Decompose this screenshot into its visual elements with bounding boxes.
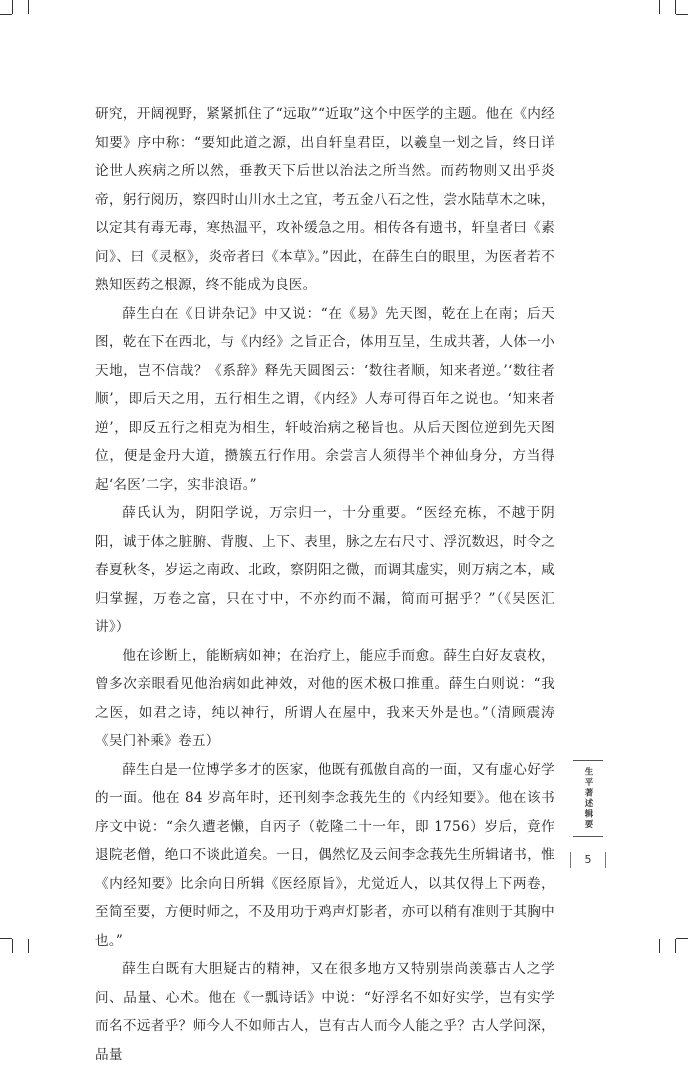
body-text xyxy=(95,100,555,1069)
chapter-side-tab-label: 生平著述辑要 xyxy=(583,767,593,830)
paragraph-4: 他在诊断上，能断病如神；在治疗上，能应手而愈。薛生白好友袁枚，曾多次亲眼看见他治病如此神效，对他的医术极口推重。薛生白则说：“我之医，如君之诗，纯以神行，所谓人在屋中，我来天外是也。”（清顾震涛《吴门补乘》卷五） xyxy=(95,647,555,749)
page-number-block xyxy=(570,852,606,868)
paragraph-2: 薛生白在《日讲杂记》中又说：“在《易》先天图，乾在上在南；后天图，乾在下在西北，与《内经》之旨正合，体用互呈，生成共著，人体一小天地，岂不信哉？《系辞》释先天圆图云：‘数往者顺，知来者逆。’‘数往者顺’，即后天之用，五行相生之谓，《内经》人寿可得百年之说也。‘知来者逆’，即反五行之相克为相生，轩岐治病之秘旨也。从后天图位逆到先天图位，便是金丹大道，攒簇五行作用。余尝言人须得半个神仙身分，方当得起‘名医’二字，实非浪语。” xyxy=(95,305,555,493)
paragraph-1: 研究，开阔视野，紧紧抓住了“远取”“近取”这个中医学的主题。他在《内经知要》序中称：“要知此道之源，出自轩皇君臣，以羲皇一划之旨，终日详论世人疾病之所以然，垂教天下后世以治法之所当然。而药物则又出乎炎帝，躬行阅历，察四时山川水土之宜，考五金八石之性，尝水陆草木之味，以定其有毒无毒，寒热温平，攻补缓急之用。相传各有遗书，轩皇者曰《素问》、曰《灵枢》，炎帝者曰《本草》。”因此，在薛生白的眼里，为医者若不熟知医药之根源，终不能成为良医。 xyxy=(95,106,555,293)
page-number: 5 xyxy=(584,853,592,866)
chapter-side-tab xyxy=(573,760,603,837)
paragraph-5: 薛生白是一位博学多才的医家，他既有孤傲自高的一面，又有虚心好学的一面。他在 84 岁高年时，还刊刻李念莪先生的《内经知要》。他在该书序文中说：“余久遭老懒，自丙子（乾隆二十一年，即 1756）岁后，竟作退院老僧，绝口不谈此道矣。一日，偶然忆及云间李念莪先生所辑诸书，惟《内经知要》比余向日所辑《医经原旨》，尤觉近人，以其仅得上下两卷，至简至要，方便时师之，不及用功于鸡声灯影者，亦可以稍有准则于其胸中也。” xyxy=(95,761,555,949)
paragraph-6: 薛生白既有大胆疑古的精神，又在很多地方又特别崇尚羡慕古人之学问、品量、心术。他在《一瓢诗话》中说：“好浮名不如好实学，岂有实学而名不远者乎？师今人不如师古人，岂有古人而今人能之乎？古人学问深，品量 xyxy=(95,961,555,1063)
paragraph-3: 薛氏认为，阴阳学说，万宗归一，十分重要。“医经充栋，不越于阴阳，诚于体之脏腑、背腹、上下、表里，脉之左右尺寸、浮沉数迟，时令之春夏秋冬，岁运之南政、北政，察阴阳之微，而调其虚实，则万病之本，咸归掌握，万卷之富，只在寸中，不亦约而不漏，简而可据乎？”（《吴医汇讲》） xyxy=(95,505,555,635)
